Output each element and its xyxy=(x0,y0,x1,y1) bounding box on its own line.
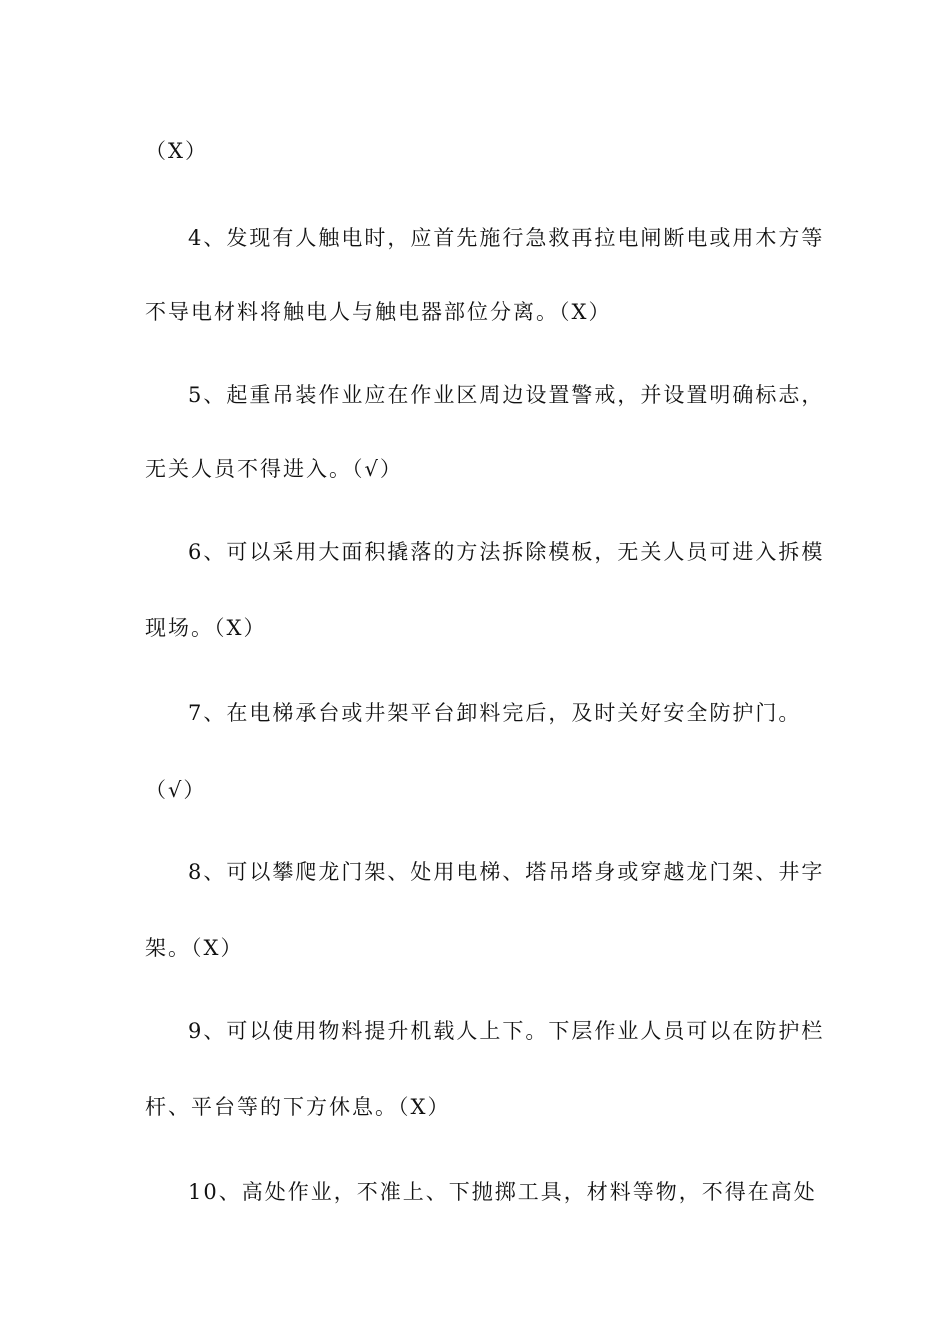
question-8-line-1: 8、可以攀爬龙门架、处用电梯、塔吊塔身或穿越龙门架、井字 xyxy=(188,860,825,884)
question-5-line-2: 无关人员不得进入。（√） xyxy=(145,457,403,481)
question-7-line-2: （√） xyxy=(145,778,207,802)
question-6-line-2: 现场。（X） xyxy=(145,616,267,640)
question-9-line-2: 杆、平台等的下方休息。（X） xyxy=(145,1095,451,1119)
question-6-line-1: 6、可以采用大面积撬落的方法拆除模板，无关人员可进入拆模 xyxy=(188,540,825,564)
answer-line-3: （X） xyxy=(145,139,208,163)
question-5-line-1: 5、起重吊装作业应在作业区周边设置警戒，并设置明确标志， xyxy=(188,383,825,407)
question-7-line-1: 7、在电梯承台或井架平台卸料完后，及时关好安全防护门。 xyxy=(188,701,802,725)
question-4-line-1: 4、发现有人触电时，应首先施行急救再拉电闸断电或用木方等 xyxy=(188,226,825,250)
question-8-line-2: 架。（X） xyxy=(145,936,244,960)
question-9-line-1: 9、可以使用物料提升机载人上下。下层作业人员可以在防护栏 xyxy=(188,1019,825,1043)
question-4-line-2: 不导电材料将触电人与触电器部位分离。（X） xyxy=(145,300,612,324)
question-10-line-1: 10、高处作业，不准上、下抛掷工具，材料等物，不得在高处 xyxy=(188,1180,817,1204)
